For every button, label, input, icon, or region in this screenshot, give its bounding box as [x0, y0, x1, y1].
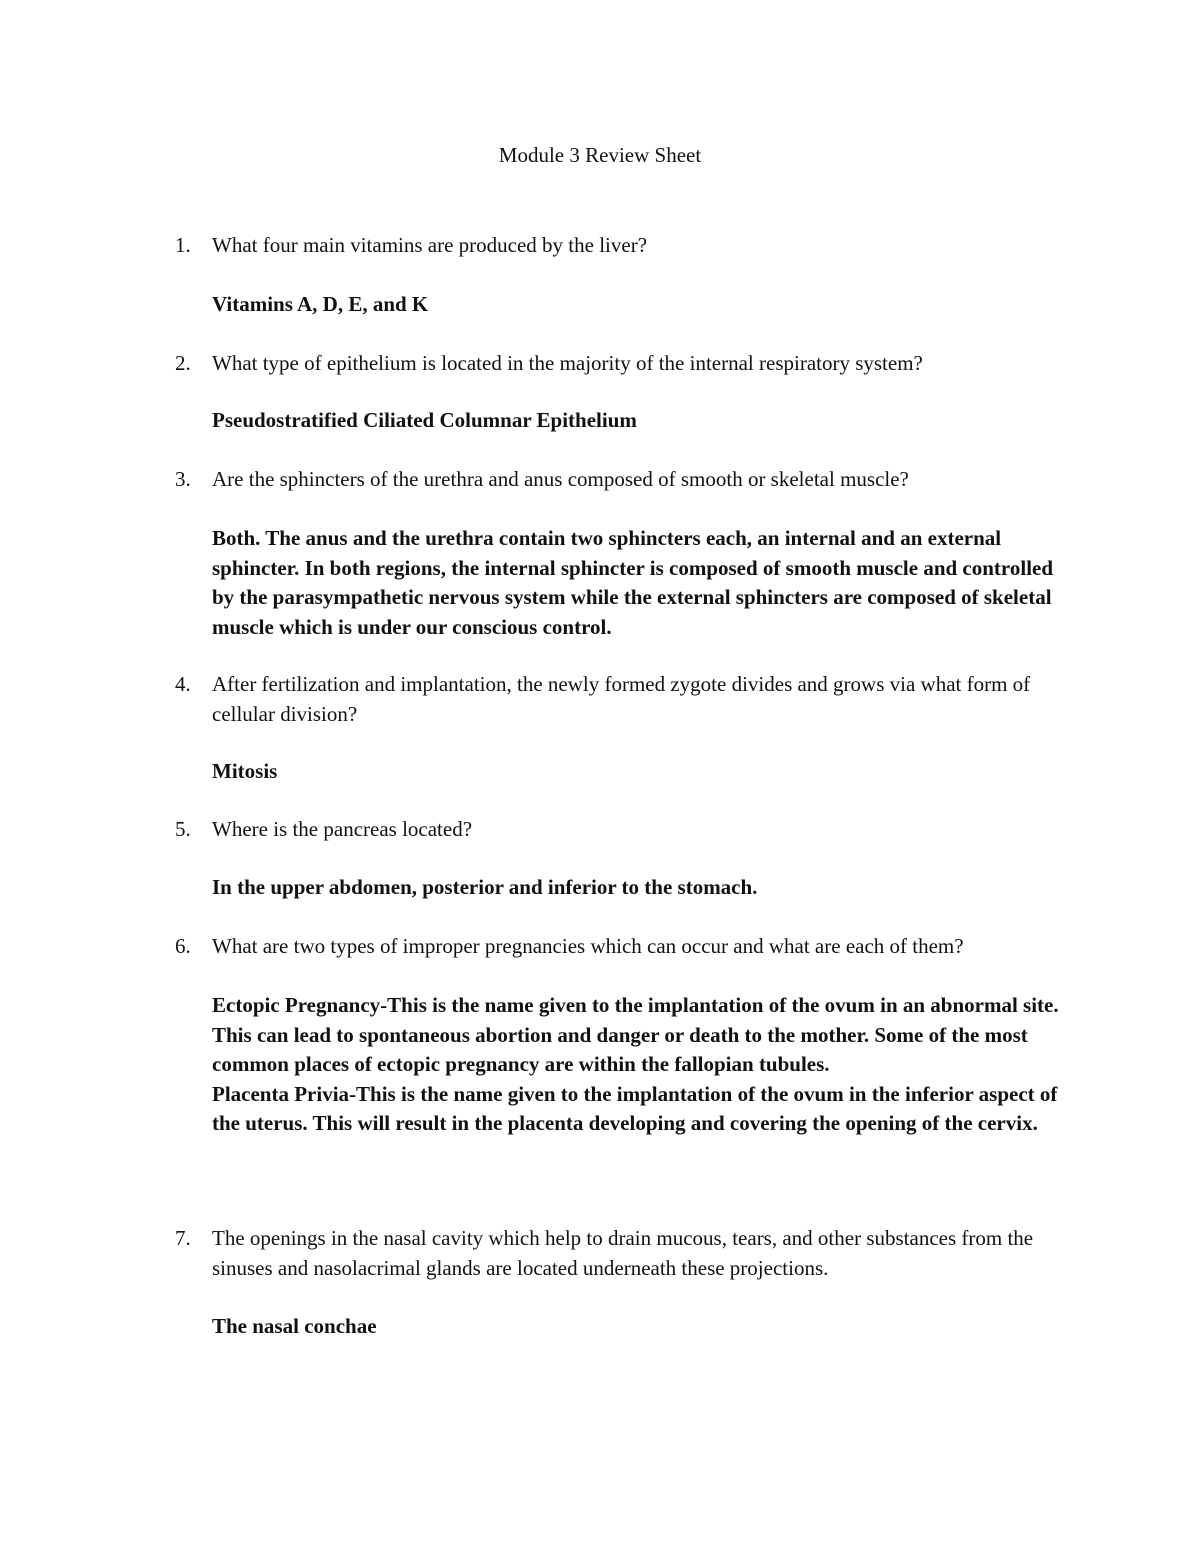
question-4	[175, 670, 1075, 729]
question-number: 6.	[175, 934, 191, 958]
question-text: What type of epithelium is located in the majority of the internal respiratory system?	[212, 351, 923, 375]
answer-2	[212, 406, 1062, 436]
answer-1	[212, 290, 1062, 320]
question-text: The openings in the nasal cavity which help to drain mucous, tears, and other substances from the sinuses and nasolacrimal glands are located underneath these projections.	[212, 1226, 1034, 1280]
answer-text: Mitosis	[212, 759, 278, 783]
answer-5	[212, 873, 1062, 903]
answer-text: Ectopic Pregnancy-This is the name given to the implantation of the ovum in an abnormal site. This can lead to spontaneous abortion and danger or death to the mother. Some of the most common places of ectopic pregnancy are within the fallopian tubules.	[212, 993, 1059, 1076]
question-number: 5.	[175, 817, 191, 841]
question-1	[175, 231, 1075, 261]
question-text: What four main vitamins are produced by the liver?	[212, 233, 648, 257]
question-number: 2.	[175, 351, 191, 375]
answer-4	[212, 757, 1062, 787]
question-number: 7.	[175, 1226, 191, 1250]
page-title: Module 3 Review Sheet	[498, 143, 702, 167]
answer-text: Placenta Privia-This is the name given to the implantation of the ovum in the inferior aspect of the uterus. This will result in the placenta developing and covering the opening of the cervix.	[212, 1081, 1058, 1135]
question-3	[175, 465, 1075, 495]
answer-text: Pseudostratified Ciliated Columnar Epithelium	[212, 408, 637, 432]
question-text: Where is the pancreas located?	[212, 817, 473, 841]
question-2	[175, 349, 1075, 379]
answer-text: Both. The anus and the urethra contain two sphincters each, an internal and an external sphincter. In both regions, the internal sphincter is composed of smooth muscle and controlled by the parasympathetic nervous system while the external sphincters are composed of skeletal muscle which is under our conscious control.	[212, 526, 1054, 639]
question-5	[175, 815, 1075, 845]
answer-7	[212, 1312, 1062, 1342]
question-number: 1.	[175, 233, 191, 257]
question-number: 3.	[175, 467, 191, 491]
answer-text: Vitamins A, D, E, and K	[212, 292, 429, 316]
question-text: Are the sphincters of the urethra and anus composed of smooth or skeletal muscle?	[212, 467, 909, 491]
question-number: 4.	[175, 672, 191, 696]
answer-text: The nasal conchae	[212, 1314, 377, 1338]
question-text: After fertilization and implantation, the newly formed zygote divides and grows via what form of cellular division?	[212, 672, 1031, 726]
question-text: What are two types of improper pregnancies which can occur and what are each of them?	[212, 934, 964, 958]
answer-6	[212, 991, 1062, 1139]
question-6	[175, 932, 1075, 962]
answer-3	[212, 524, 1062, 642]
question-7	[175, 1224, 1075, 1283]
answer-text: In the upper abdomen, posterior and inferior to the stomach.	[212, 875, 758, 899]
